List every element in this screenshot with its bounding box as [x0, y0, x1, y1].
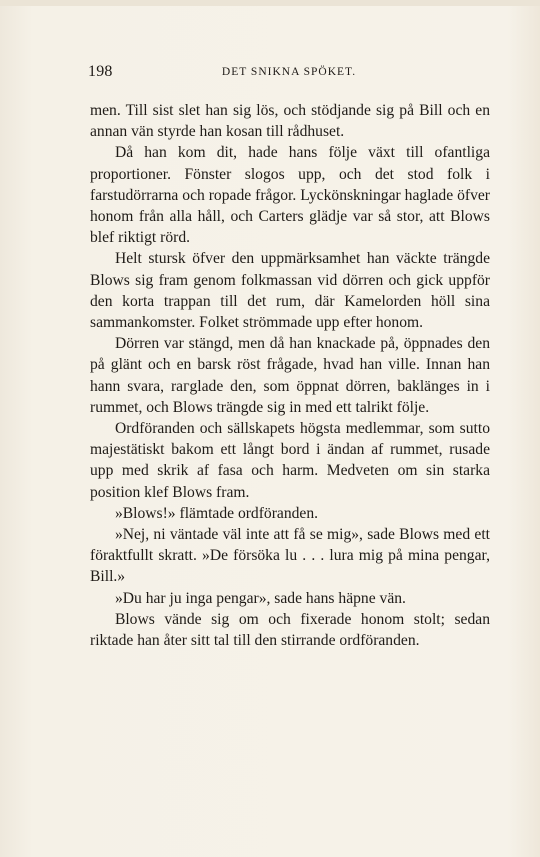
paragraph-6: »Blows!» flämtade ordföranden. — [114, 504, 319, 522]
paragraph-5: Ordföranden och sällskapets högsta medlemmar, som sutto majestätiskt bakom ett långt bord i ändan af rummet, rusade upp med skrik af fasa och harm. Medveten om sin starka position klef Blows fram. — [90, 420, 490, 501]
paragraph-3: Helt stursk öfver den uppmärksamhet han väckte trängde Blows sig fram genom folkmassan vid dörren och gick uppför den korta trappan till det rum, där Kamelorden höll sina sammankomster. Folket strömmade upp efter honom. — [90, 250, 490, 332]
page-top-edge — [0, 0, 540, 6]
page-number: 198 — [88, 63, 113, 80]
page-header — [88, 63, 490, 85]
paragraph-4: Dörren var stängd, men då han knackade på, öppnades den på glänt och en barsk röst frågade, hvad han ville. Innan han hann svara, rагglade den, som öppnat dörren, baklänges in i rummet, och Blows trängde sig in med ett talrikt följe. — [90, 335, 490, 416]
body-text — [90, 100, 490, 651]
paragraph-8: »Du har ju inga pengar», sade hans häpne vän. — [114, 589, 406, 607]
paragraph-1: men. Till sist slet han sig lös, och stödjande sig på Bill och en annan vän styrde han kosan till rådhuset. — [90, 102, 490, 141]
paragraph-7: »Nej, ni väntade väl inte att få se mig», sade Blows med ett föraktfullt skratt. »De försöka lu . . . lura mig på mina pengar, Bill.» — [90, 526, 490, 586]
running-title: DET SNIKNA SPÖKET. — [221, 66, 357, 78]
paragraph-9: Blows vände sig om och fixerade honom stolt; sedan riktade han åter sitt tal till den stirrande ordföranden. — [90, 610, 490, 650]
paragraph-2: Då han kom dit, hade hans följe växt till ofantliga proportioner. Fönster slogos upp, och det stod folk i farstudörrarna och ropade frågor. Lyckönskningar haglade öfver honom från alla håll, och Carters glädje var så stor, att Blows blef riktigt rörd. — [90, 144, 490, 247]
